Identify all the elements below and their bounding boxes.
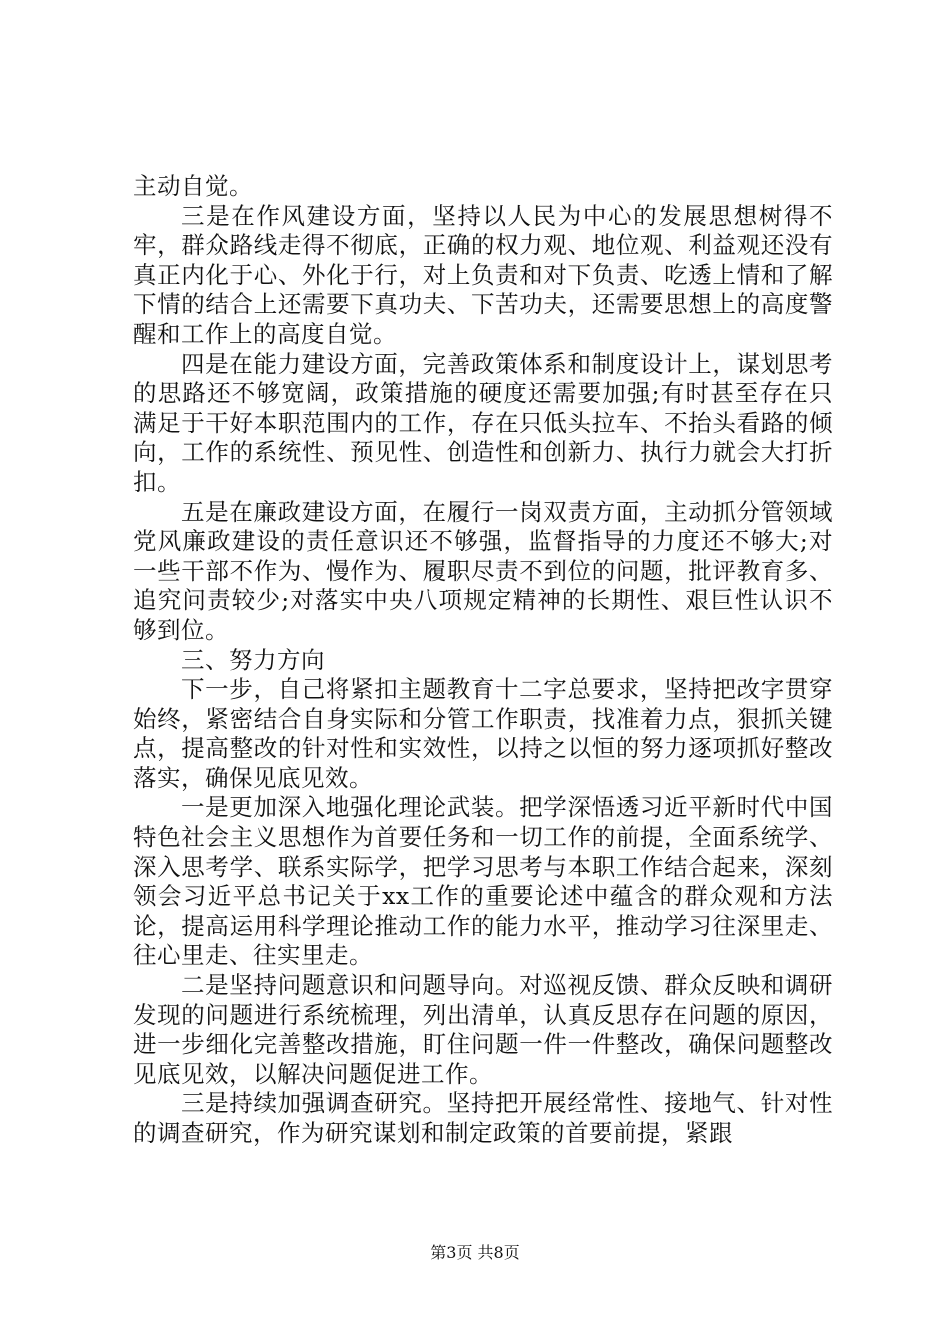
paragraph-theory-study: 一是更加深入地强化理论武装。把学深悟透习近平新时代中国特色社会主义思想作为首要任务和一切工作的前提，全面系统学、深入思考学、联系实际学，把学习思考与本职工作结合起来，深刻领会习近平总书记关于xx工作的重要论述中蕴含的群众观和方法论，提高运用科学理论推动工作的能力水平，推动学习往深里走、往心里走、往实里走。 <box>133 793 833 970</box>
paragraph-continuation: 主动自觉。 <box>133 172 253 200</box>
paragraph-style-building: 三是在作风建设方面，坚持以人民为中心的发展思想树得不牢，群众路线走得不彻底，正确的权力观、地位观、利益观还没有真正内化于心、外化于行，对上负责和对下负责、吃透上情和了解下情的结合上还需要下真功夫、下苦功夫，还需要思想上的高度警醒和工作上的高度自觉。 <box>133 201 833 348</box>
paragraph-next-step: 下一步，自己将紧扣主题教育十二字总要求，坚持把改字贯穿始终，紧密结合自身实际和分管工作职责，找准着力点，狠抓关键点，提高整改的针对性和实效性，以持之以恒的努力逐项抓好整改落实，确保见底见效。 <box>133 675 833 792</box>
paragraph-problem-orientation: 二是坚持问题意识和问题导向。对巡视反馈、群众反映和调研发现的问题进行系统梳理，列出清单，认真反思存在问题的原因，进一步细化完善整改措施，盯住问题一件一件整改，确保问题整改见底见效，以解决问题促进工作。 <box>133 971 833 1088</box>
page-footer <box>0 1243 950 1263</box>
paragraph-investigation-research: 三是持续加强调查研究。坚持把开展经常性、接地气、针对性的调查研究，作为研究谋划和制定政策的首要前提，紧跟 <box>133 1089 833 1147</box>
paragraph-integrity-building: 五是在廉政建设方面，在履行一岗双责方面，主动抓分管领域党风廉政建设的责任意识还不够强，监督指导的力度还不够大;对一些干部不作为、慢作为、履职尽责不到位的问题，批评教育多、追究问责较少;对落实中央八项规定精神的长期性、艰巨性认识不够到位。 <box>133 497 833 644</box>
document-body <box>133 172 833 1149</box>
page-number: 第3页 共8页 <box>430 1243 520 1262</box>
section-heading-direction: 三、努力方向 <box>181 645 325 674</box>
paragraph-capacity-building: 四是在能力建设方面，完善政策体系和制度设计上，谋划思考的思路还不够宽阔，政策措施的硬度还需要加强;有时甚至存在只满足于干好本职范围内的工作，存在只低头拉车、不抬头看路的倾向，工作的系统性、预见性、创造性和创新力、执行力就会大打折扣。 <box>133 349 833 496</box>
